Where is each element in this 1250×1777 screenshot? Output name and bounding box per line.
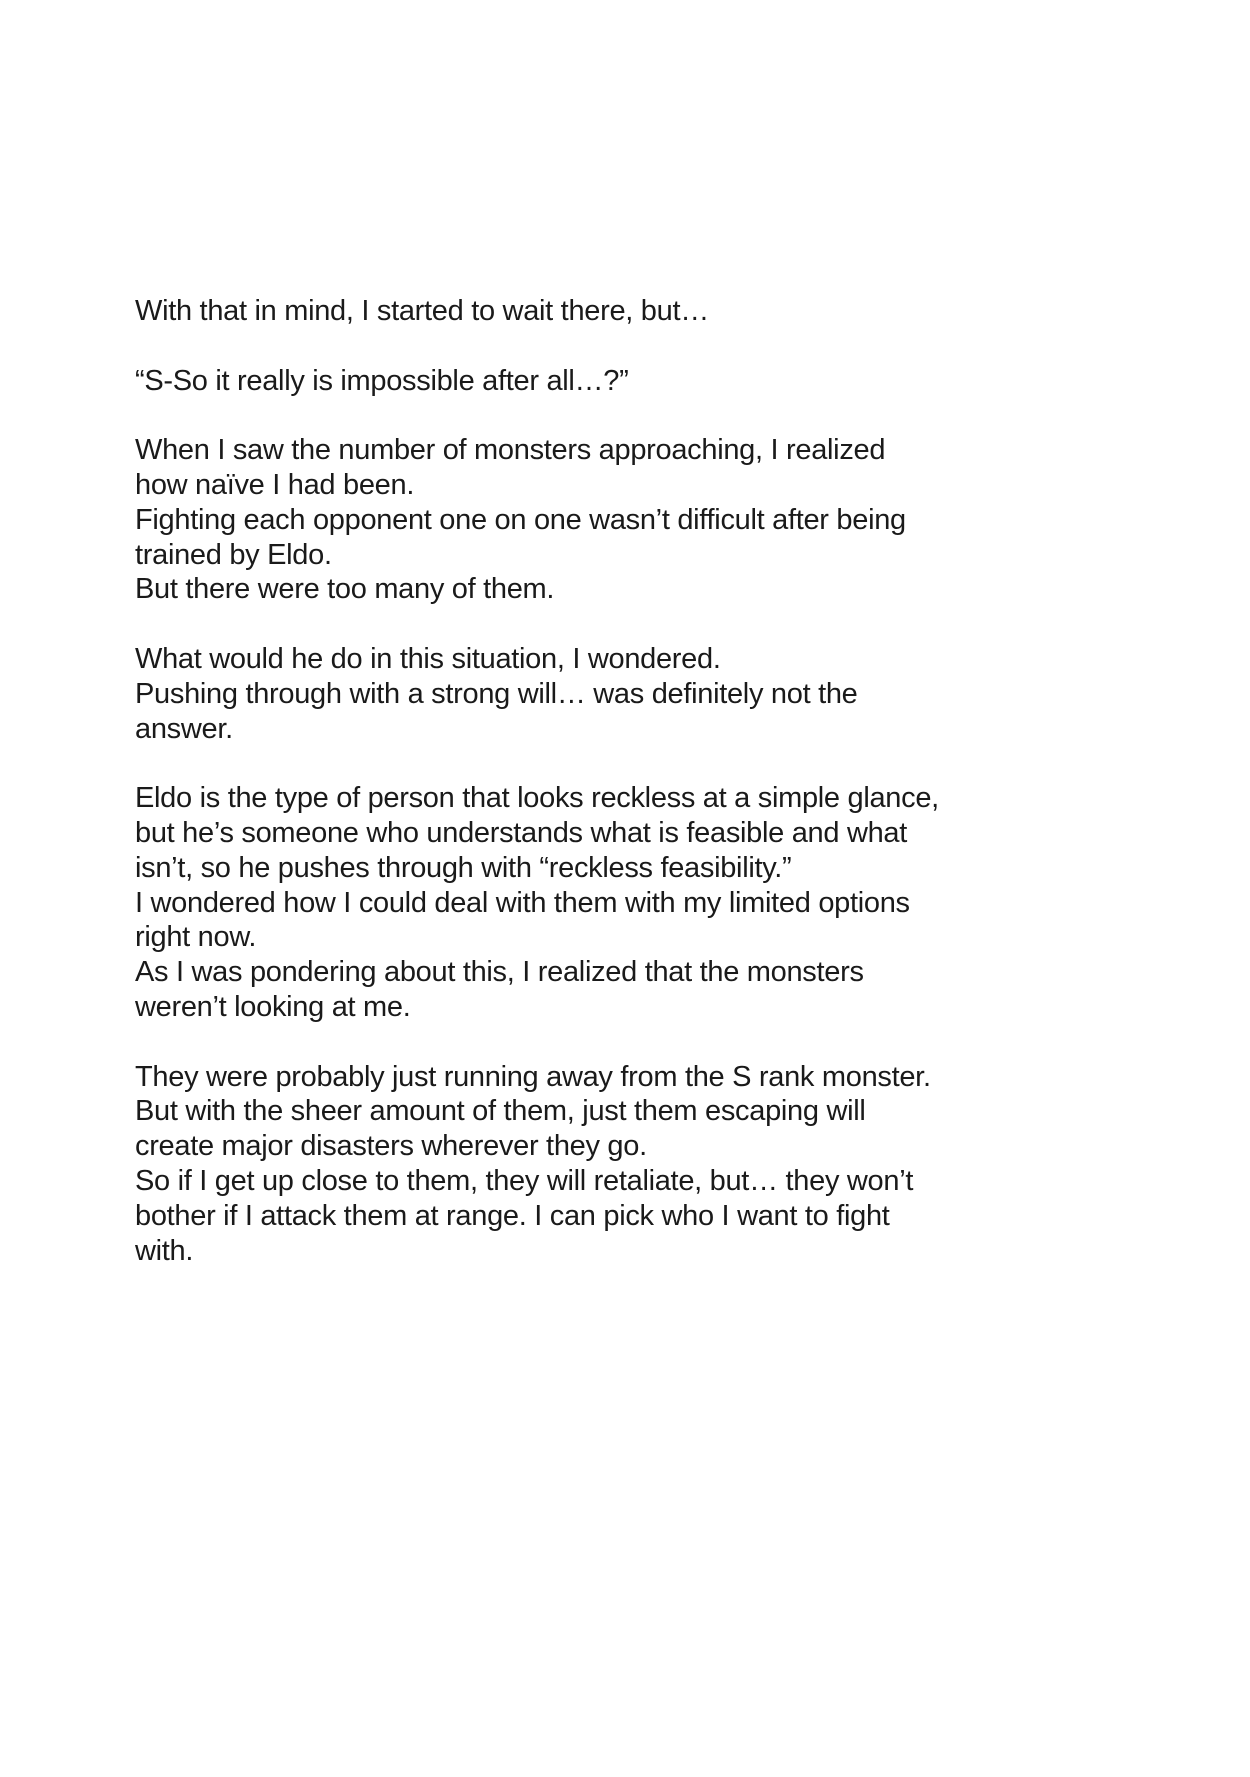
paragraph-2 (135, 364, 985, 399)
text-line: Fighting each opponent one on one wasn’t difficult after being (135, 503, 906, 536)
text-line: how naïve I had been. (135, 468, 415, 501)
text-line: As I was pondering about this, I realized that the monsters (135, 956, 864, 989)
paragraph-6 (135, 1060, 985, 1269)
text-line: weren’t looking at me. (135, 990, 411, 1023)
text-line: right now. (135, 921, 257, 954)
text-line: but he’s someone who understands what is feasible and what (135, 816, 908, 849)
text-line: create major disasters wherever they go. (135, 1130, 647, 1163)
text-line: Eldo is the type of person that looks reckless at a simple glance, (135, 782, 939, 815)
paragraph-3 (135, 433, 985, 607)
text-line: What would he do in this situation, I wondered. (135, 642, 721, 675)
text-line: When I saw the number of monsters approaching, I realized (135, 434, 886, 467)
text-line: Pushing through with a strong will… was definitely not the (135, 677, 858, 710)
text-line: isn’t, so he pushes through with “reckless feasibility.” (135, 851, 792, 884)
text-line: With that in mind, I started to wait there, but… (135, 295, 709, 327)
text-line: bother if I attack them at range. I can pick who I want to fight (135, 1199, 890, 1232)
text-line: “S-So it really is impossible after all…?” (135, 364, 629, 397)
text-line: trained by Eldo. (135, 538, 332, 571)
text-line: But with the sheer amount of them, just them escaping will (135, 1095, 866, 1128)
text-line: But there were too many of them. (135, 573, 555, 606)
text-line: They were probably just running away from the S rank monster. (135, 1060, 931, 1093)
text-line: So if I get up close to them, they will retaliate, but… they won’t (135, 1164, 914, 1197)
paragraph-5 (135, 781, 985, 1025)
document-body (135, 294, 985, 1268)
paragraph-1 (135, 294, 985, 329)
text-line: I wondered how I could deal with them with my limited options (135, 886, 910, 919)
paragraph-4 (135, 642, 985, 746)
text-line: with. (135, 1234, 194, 1267)
text-line: answer. (135, 712, 233, 745)
